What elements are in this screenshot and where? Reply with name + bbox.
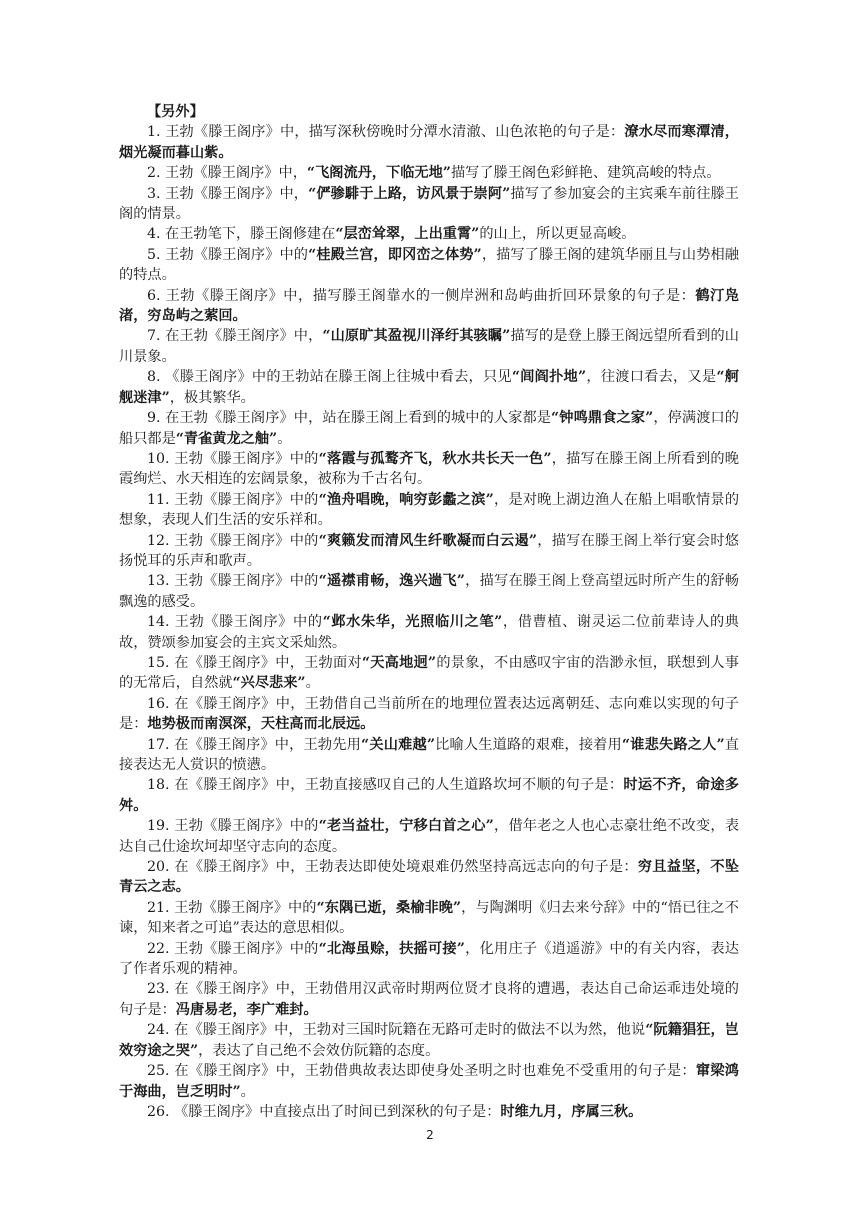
item-text: 18. 在《滕王阁序》中，王勃直接感叹自己的人生道路坎坷不顺的句子是：	[147, 777, 624, 794]
item-text: 11. 王勃《滕王阁序》中的	[147, 491, 319, 508]
item-text: ，描写在滕王阁上登高望远时所产生的舒畅飘逸的感受。	[119, 573, 739, 610]
quote-text-bold: 穷且益坚，不坠青云之志。	[119, 859, 739, 896]
list-item	[119, 775, 739, 816]
list-item	[119, 245, 739, 286]
item-text: ，极其繁华。	[169, 389, 255, 406]
item-text: 15. 在《滕王阁序》中，王勃面对	[147, 654, 362, 671]
item-text: ，化用庄子《逍遥游》中的有关内容，表达了作者乐观的精神。	[119, 940, 739, 978]
item-text: 23. 在《滕王阁序》中，王勃借用汉武帝时期两位贤才良将的遭遇，表达自己命运乖违处境的句子是：	[119, 981, 739, 1018]
item-text: 1. 王勃《滕王阁序》中，描写深秋傍晚时分潭水清澈、山色浓艳的句子是：	[147, 124, 625, 141]
quote-text-bold: “渔舟唱晚，响穷彭蠡之滨”	[318, 491, 494, 508]
list-item	[119, 694, 739, 735]
quote-text-bold: “爽籁发而清风生纤歌凝而白云遏”	[318, 532, 538, 549]
item-text: 22. 王勃《滕王阁序》中的	[147, 940, 319, 957]
quote-text-bold: 潦水尽而寒潭清，烟光凝而暮山紫。	[119, 124, 739, 161]
quote-text-bold: “东隅已逝，桑榆非晚”	[316, 899, 462, 916]
item-text: 8. 《滕王阁序》中的王勃站在滕王阁上往城中看去，只见	[147, 369, 512, 386]
list-item	[119, 163, 739, 183]
section-heading: 【另外】	[147, 104, 204, 120]
item-text: 。	[277, 430, 292, 447]
document-body	[119, 102, 739, 1122]
quote-text-bold: 窜梁鸿于海曲，岂乏明时”	[119, 1063, 739, 1100]
quote-text-bold: “桂殿兰宫，即冈峦之体势”	[308, 246, 482, 263]
list-item	[119, 857, 739, 898]
item-text: 21. 王勃《滕王阁序》中的	[147, 899, 317, 916]
item-text: 12. 王勃《滕王阁序》中的	[147, 532, 319, 549]
quote-text-bold: “兴尽悲来”	[232, 675, 306, 692]
item-text: 描写了滕王阁色彩鲜艳、建筑高峻的特点。	[450, 165, 721, 182]
list-item	[119, 612, 739, 653]
quote-text-bold: 鹤汀凫渚，穷岛屿之萦回。	[119, 287, 739, 325]
item-text: ，借年老之人也心志豪壮绝不改变，表达自己仕途坎坷却坚守志向的态度。	[119, 818, 740, 855]
quote-text-bold: 时运不齐，命途多舛。	[119, 777, 739, 814]
list-item	[119, 939, 739, 980]
item-text: 3. 王勃《滕王阁序》中，	[147, 185, 309, 202]
item-text: 16. 在《滕王阁序》中，王勃借自己当前所在的地理位置表达远离朝廷、志向难以实现的句子是：	[119, 695, 739, 733]
item-text: ，描写了滕王阁的建筑华丽且与山势相融的特点。	[119, 246, 739, 284]
quote-text-bold: “钟鸣鼎食之家”	[551, 410, 654, 427]
quote-text-bold: “俨骖騑于上路，访风景于崇阿”	[308, 185, 511, 202]
item-text: 直接表达无人赏识的愤懑。	[119, 736, 739, 773]
list-item	[119, 326, 739, 367]
quote-text-bold: “层峦耸翠，上出重霄”	[335, 226, 480, 243]
item-text: 5. 王勃《滕王阁序》中的	[147, 246, 309, 263]
item-text: 14. 王勃《滕王阁序》中的	[147, 614, 323, 631]
item-text: 9. 在王勃《滕王阁序》中，站在滕王阁上看到的城中的人家都是	[147, 410, 552, 427]
item-text: ，描写在滕王阁上所看到的晚霞绚烂、水天相连的宏阔景象，被称为千古名句。	[119, 450, 739, 488]
list-item	[119, 898, 739, 939]
item-text: 13. 王勃《滕王阁序》中的	[147, 573, 319, 590]
quote-text-bold: “飞阁流丹，下临无地”	[306, 165, 451, 182]
quote-text-bold: “谁悲失路之人”	[621, 736, 725, 753]
item-text: 比喻人生道路的艰难，接着用	[434, 736, 622, 753]
item-text: 10. 王勃《滕王阁序》中的	[147, 450, 319, 467]
item-text: ，是对晚上湖边渔人在船上唱歌情景的想象，表现人们生活的安乐祥和。	[119, 491, 740, 529]
quote-text-bold: “落霞与孤鹜齐飞，秋水共长天一色”	[318, 450, 552, 467]
item-text: 。	[305, 675, 320, 692]
item-text: 描写的是登上滕王阁远望所看到的山川景象。	[119, 328, 739, 365]
list-item	[119, 571, 739, 612]
list-item	[119, 816, 739, 857]
list-item	[119, 979, 739, 1020]
item-text: 20. 在《滕王阁序》中，王勃表达即使处境艰难仍然坚持高远志向的句子是：	[147, 859, 638, 876]
item-text: ，往渡口看去，又是	[586, 369, 717, 386]
item-text: 的山上，所以更显高峻。	[479, 226, 636, 243]
list-item	[119, 408, 739, 449]
item-text: 7. 在王勃《滕王阁序》中，	[147, 328, 323, 345]
quote-text-bold: “邺水朱华，光照临川之笔”	[322, 614, 503, 631]
item-text: 25. 在《滕王阁序》中，王勃借典故表达即使身处圣明之时也难免不受重用的句子是：	[147, 1063, 696, 1080]
item-list	[119, 122, 739, 1122]
list-item	[119, 1102, 739, 1122]
item-text: 26. 《滕王阁序》中直接点出了时间已到深秋的句子是：	[147, 1103, 501, 1120]
item-text: ，停满渡口的船只都是	[119, 410, 739, 447]
list-item	[119, 286, 739, 327]
item-text: ，借曹植、谢灵运二位前辈诗人的典故，赞颂参加宴会的主宾文采灿然。	[119, 614, 739, 651]
list-item	[119, 531, 739, 572]
quote-text-bold: 地势极而南溟深，天柱高而北辰远。	[147, 716, 375, 733]
item-text: 2. 王勃《滕王阁序》中，	[147, 165, 307, 182]
item-text: 24. 在《滕王阁序》中，王勃对三国时阮籍在无路可走时的做法不以为然，他说	[147, 1022, 646, 1039]
item-text: ，描写在滕王阁上举行宴会时悠扬悦耳的乐声和歌声。	[119, 532, 739, 569]
item-text: 6. 王勃《滕王阁序》中，描写滕王阁靠水的一侧岸洲和岛屿曲折回环景象的句子是：	[147, 287, 696, 304]
item-text: 描写了参加宴会的主宾乘车前往滕王阁的情景。	[119, 185, 739, 223]
quote-text-bold: “关山难越”	[361, 736, 435, 753]
quote-text-bold: “青雀黄龙之舳”	[175, 430, 278, 447]
item-text: 4. 在王勃笔下，滕王阁修建在	[147, 226, 336, 243]
item-text: ，表达了自己绝不会效仿阮籍的态度。	[198, 1042, 440, 1059]
page-number: 2	[426, 1128, 434, 1142]
quote-text-bold: “阮籍猖狂，岂效穷途之哭”	[119, 1022, 739, 1059]
quote-text-bold: “天高地迥”	[361, 654, 437, 671]
item-text: ，与陶渊明《归去来兮辞》中的“悟已往之不谏，知来者之可追”表达的意思相似。	[119, 899, 739, 937]
quote-text-bold: “北海虽赊，扶摇可接”	[318, 940, 465, 957]
item-text: 19. 王勃《滕王阁序》中的	[147, 818, 319, 835]
quote-text-bold: “闾阎扑地”	[511, 369, 587, 386]
quote-text-bold: 时维九月，序属三秋。	[500, 1103, 643, 1120]
list-item	[119, 224, 739, 244]
list-item	[119, 367, 739, 408]
list-item	[119, 122, 739, 163]
list-item	[119, 653, 739, 694]
quote-text-bold: “遥襟甫畅，逸兴遄飞”	[318, 573, 465, 590]
item-text: 17. 在《滕王阁序》中，王勃先用	[147, 736, 362, 753]
list-item	[119, 449, 739, 490]
list-item	[119, 184, 739, 225]
list-item	[119, 1020, 739, 1061]
item-text: 的景象，不由感叹宇宙的浩渺永恒，联想到人事的无常后，自然就	[119, 654, 739, 692]
quote-text-bold: “山原旷其盈视川泽纡其骇瞩”	[322, 328, 511, 345]
quote-text-bold: “老当益壮，宁移白首之心”	[318, 818, 494, 835]
list-item	[119, 735, 739, 776]
quote-text-bold: “舸舰迷津”	[119, 369, 739, 406]
list-item	[119, 1061, 739, 1102]
list-item	[119, 490, 739, 531]
item-text: 。	[240, 1083, 255, 1100]
quote-text-bold: 冯唐易老，李广难封。	[175, 1001, 318, 1018]
